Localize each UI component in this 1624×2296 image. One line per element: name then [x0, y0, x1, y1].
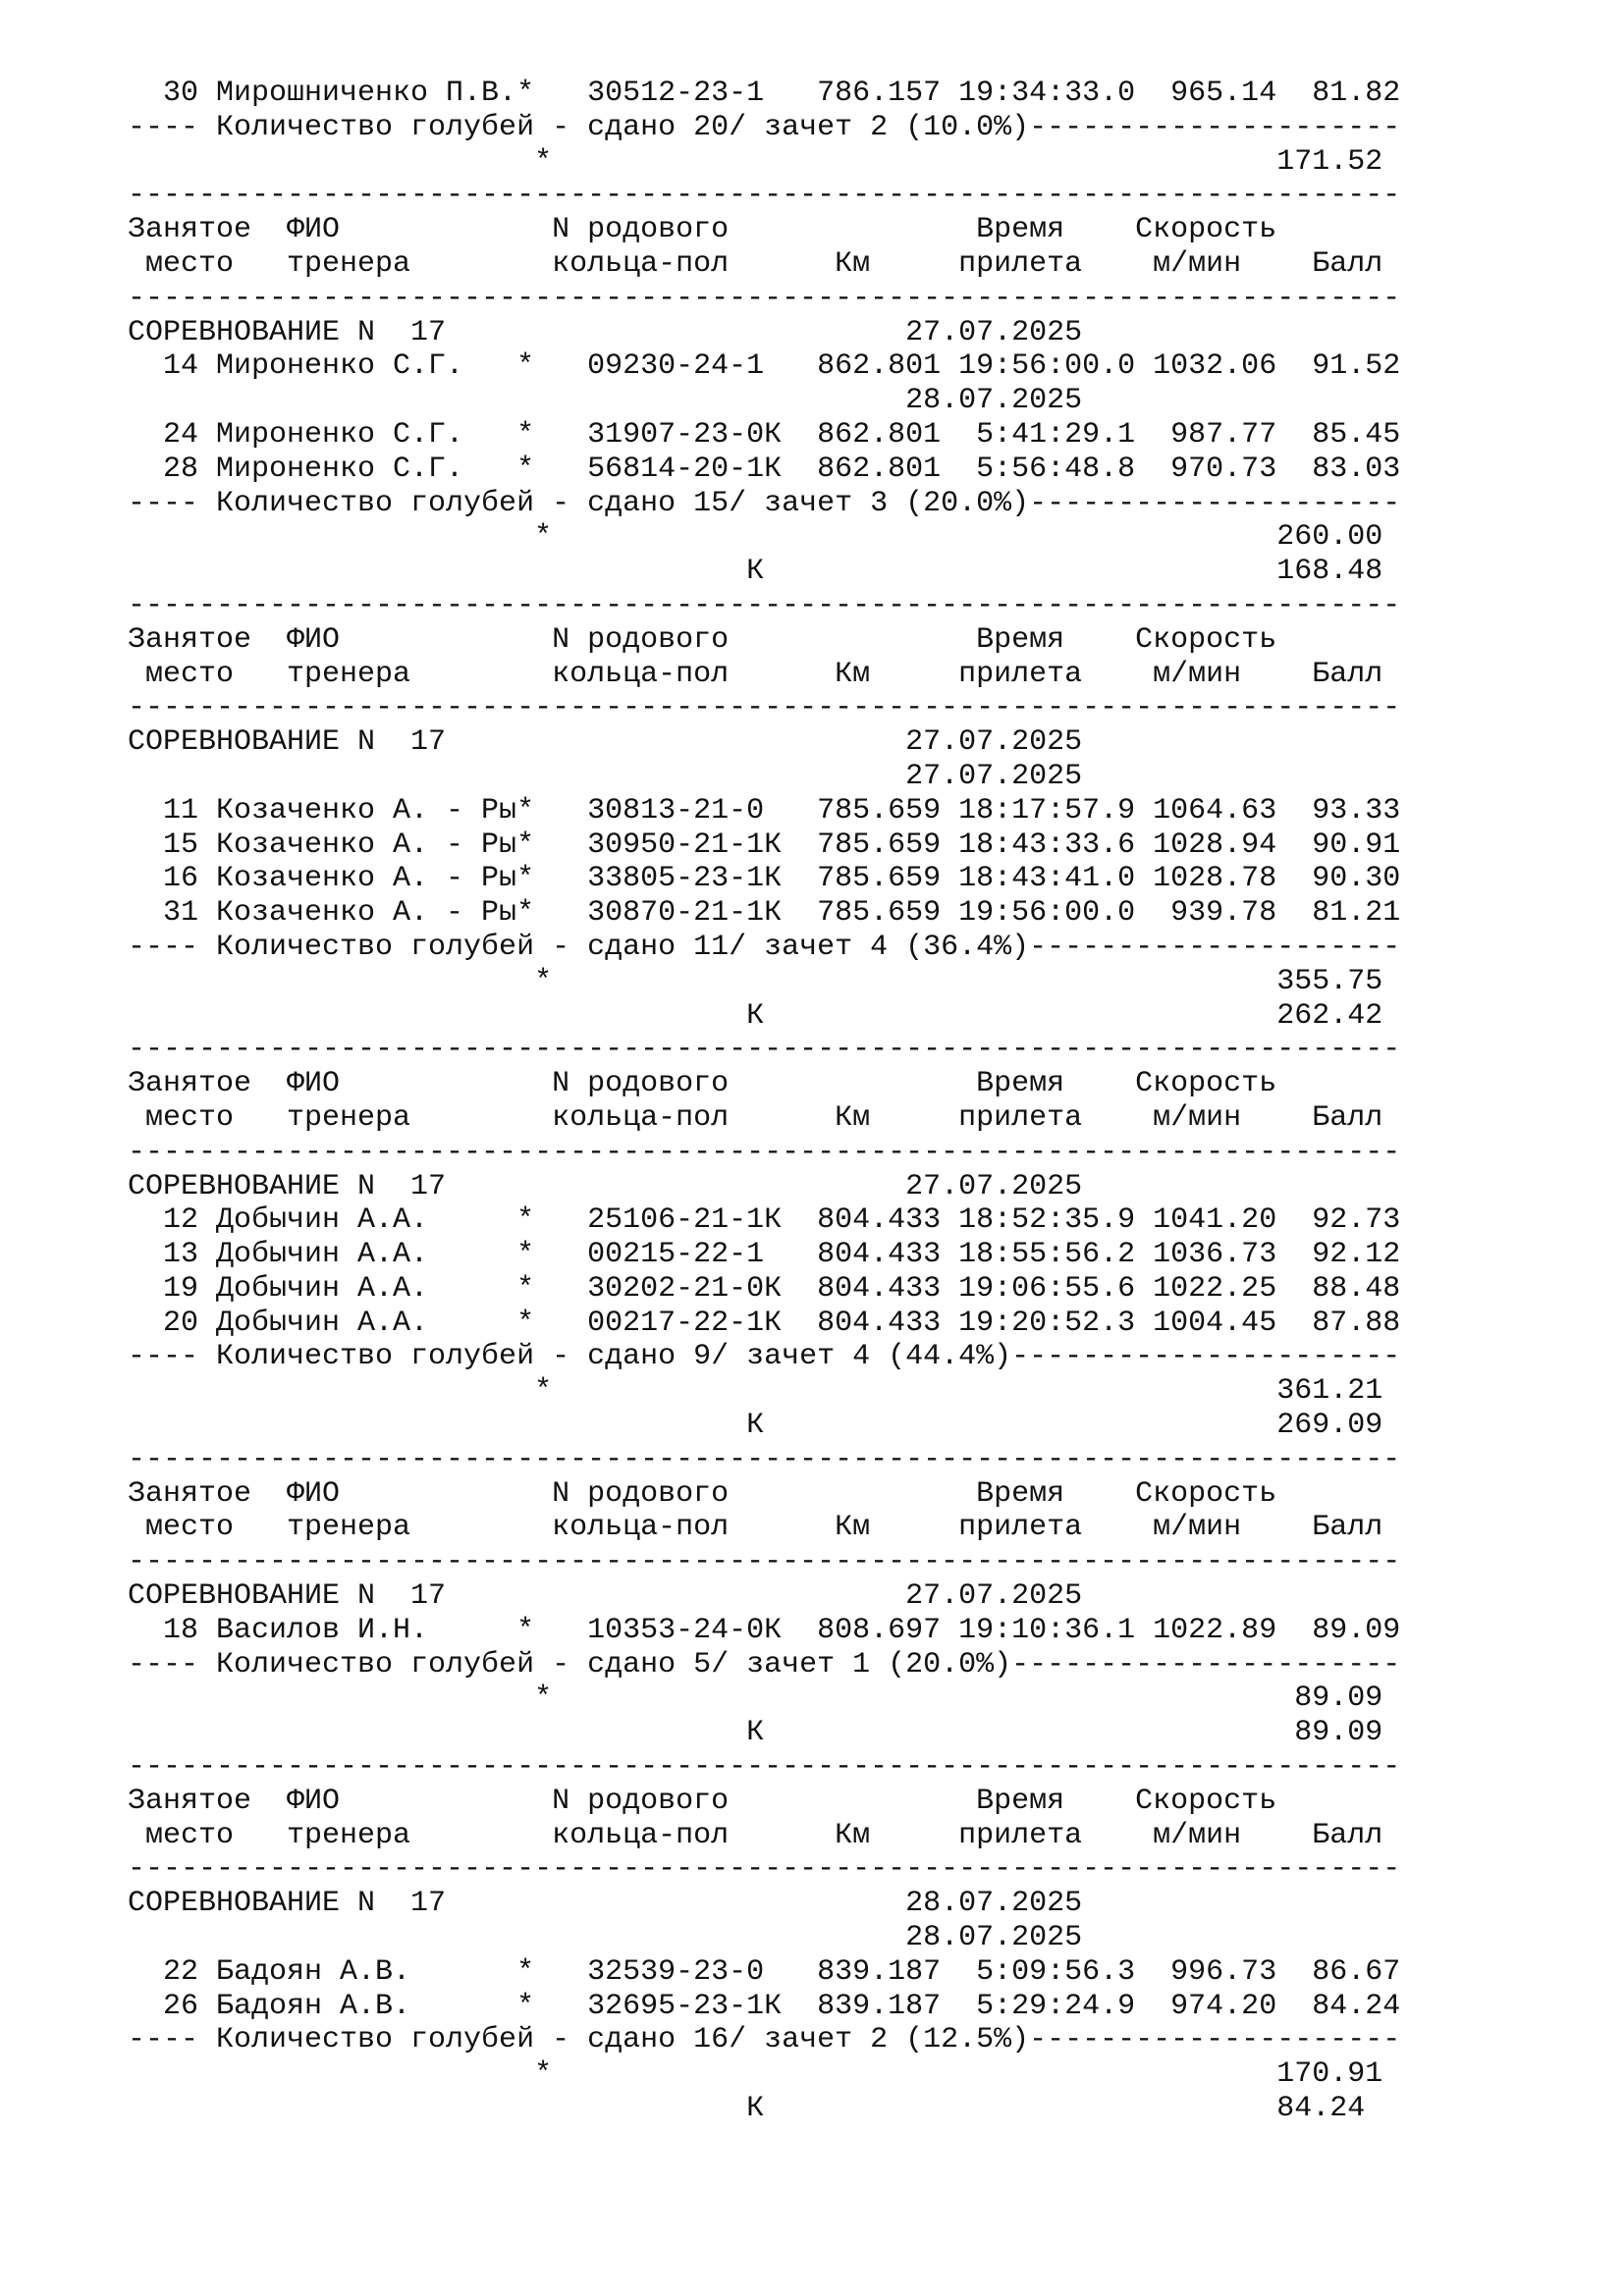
table-header-row-1: Занятое ФИО N родового Время Скорость: [128, 1067, 1277, 1101]
total-star-score: * 89.09: [128, 1682, 1383, 1716]
pigeon-count-summary: ---- Количество голубей - сдано 5/ зачет 1 (20.0%)----------------------: [128, 1647, 1401, 1682]
divider: ------------------------------------------------------------------------: [128, 281, 1401, 315]
result-row: 26 Бадоян А.В. * 32695-23-1К 839.187 5:29:24.9 974.20 84.24: [128, 1989, 1401, 2023]
divider: ------------------------------------------------------------------------: [128, 1750, 1401, 1785]
table-header-row-2: место тренера кольца-пол Км прилета м/мин Балл: [128, 1511, 1383, 1545]
result-row: 28 Мироненко С.Г. * 56814-20-1К 862.801 5:56:48.8 970.73 83.03: [128, 452, 1401, 486]
total-star-score: * 361.21: [128, 1374, 1383, 1409]
total-k-score: К 168.48: [128, 555, 1383, 589]
competition-heading: СОРЕВНОВАНИЕ N 17 27.07.2025: [128, 1169, 1083, 1203]
table-header-row-2: место тренера кольца-пол Км прилета м/мин Балл: [128, 1100, 1383, 1135]
table-header-row-2: место тренера кольца-пол Км прилета м/мин Балл: [128, 246, 1383, 281]
competition-heading: СОРЕВНОВАНИЕ N 17 27.07.2025: [128, 725, 1083, 760]
pigeon-count-summary: ---- Количество голубей - сдано 15/ зачет 3 (20.0%)---------------------: [128, 486, 1401, 520]
total-star-score: * 260.00: [128, 520, 1383, 555]
divider: ------------------------------------------------------------------------: [128, 1852, 1401, 1887]
result-row: 13 Добычин А.А. * 00215-22-1 804.433 18:55:56.2 1036.73 92.12: [128, 1238, 1401, 1272]
result-row: 22 Бадоян А.В. * 32539-23-0 839.187 5:09:56.3 996.73 86.67: [128, 1954, 1401, 1989]
divider: ------------------------------------------------------------------------: [128, 179, 1401, 213]
table-header-row-1: Занятое ФИО N родового Время Скорость: [128, 1476, 1277, 1511]
pigeon-count-summary: ---- Количество голубей - сдано 9/ зачет 4 (44.4%)----------------------: [128, 1340, 1401, 1374]
competition-heading: СОРЕВНОВАНИЕ N 17 27.07.2025: [128, 315, 1083, 349]
result-row: 16 Козаченко А. - Ры* 33805-23-1К 785.659 18:43:41.0 1028.78 90.30: [128, 862, 1401, 896]
result-row: 31 Козаченко А. - Ры* 30870-21-1К 785.659 19:56:00.0 939.78 81.21: [128, 896, 1401, 931]
table-header-row-1: Занятое ФИО N родового Время Скорость: [128, 1784, 1277, 1818]
divider: ------------------------------------------------------------------------: [128, 1135, 1401, 1169]
date-line: 28.07.2025: [128, 384, 1083, 418]
pigeon-count-summary: ---- Количество голубей - сдано 20/ зачет 2 (10.0%)---------------------: [128, 110, 1401, 144]
result-row: 20 Добычин А.А. * 00217-22-1К 804.433 19:20:52.3 1004.45 87.88: [128, 1306, 1401, 1340]
total-k-score: К 89.09: [128, 1716, 1383, 1750]
total-k-score: К 269.09: [128, 1409, 1383, 1443]
result-row: 15 Козаченко А. - Ры* 30950-21-1К 785.659 18:43:33.6 1028.94 90.91: [128, 828, 1401, 862]
divider: ------------------------------------------------------------------------: [128, 1545, 1401, 1579]
pigeon-count-summary: ---- Количество голубей - сдано 16/ зачет 2 (12.5%)---------------------: [128, 2023, 1401, 2057]
result-row: 12 Добычин А.А. * 25106-21-1К 804.433 18:52:35.9 1041.20 92.73: [128, 1203, 1401, 1238]
table-header-row-1: Занятое ФИО N родового Время Скорость: [128, 622, 1277, 657]
total-star-score: * 170.91: [128, 2057, 1383, 2092]
result-row: 30 Мирошниченко П.В.* 30512-23-1 786.157 19:34:33.0 965.14 81.82: [128, 77, 1401, 110]
divider: ------------------------------------------------------------------------: [128, 691, 1401, 725]
divider: ------------------------------------------------------------------------: [128, 1442, 1401, 1476]
result-row: 19 Добычин А.А. * 30202-21-0К 804.433 19:06:55.6 1022.25 88.48: [128, 1271, 1401, 1306]
table-header-row-2: место тренера кольца-пол Км прилета м/мин Балл: [128, 1818, 1383, 1852]
total-star-score: * 171.52: [128, 144, 1383, 179]
result-row: 11 Козаченко А. - Ры* 30813-21-0 785.659 18:17:57.9 1064.63 93.33: [128, 793, 1401, 828]
result-row: 24 Мироненко С.Г. * 31907-23-0К 862.801 5:41:29.1 987.77 85.45: [128, 417, 1401, 452]
date-line: 27.07.2025: [128, 759, 1083, 793]
result-row: 14 Мироненко С.Г. * 09230-24-1 862.801 19:56:00.0 1032.06 91.52: [128, 349, 1401, 384]
pigeon-count-summary: ---- Количество голубей - сдано 11/ зачет 4 (36.4%)---------------------: [128, 930, 1401, 964]
divider: ------------------------------------------------------------------------: [128, 1033, 1401, 1067]
divider: ------------------------------------------------------------------------: [128, 588, 1401, 622]
result-row: 18 Василов И.Н. * 10353-24-0К 808.697 19:10:36.1 1022.89 89.09: [128, 1613, 1401, 1647]
table-header-row-1: Занятое ФИО N родового Время Скорость: [128, 213, 1277, 247]
total-star-score: * 355.75: [128, 964, 1383, 998]
results-printout: [128, 77, 1400, 2126]
table-header-row-2: место тренера кольца-пол Км прилета м/мин Балл: [128, 657, 1383, 691]
total-k-score: К 262.42: [128, 998, 1383, 1033]
total-k-score: К 84.24: [128, 2092, 1366, 2126]
competition-heading: СОРЕВНОВАНИЕ N 17 27.07.2025: [128, 1579, 1083, 1614]
date-line: 28.07.2025: [128, 1921, 1083, 1955]
competition-heading: СОРЕВНОВАНИЕ N 17 28.07.2025: [128, 1887, 1083, 1921]
